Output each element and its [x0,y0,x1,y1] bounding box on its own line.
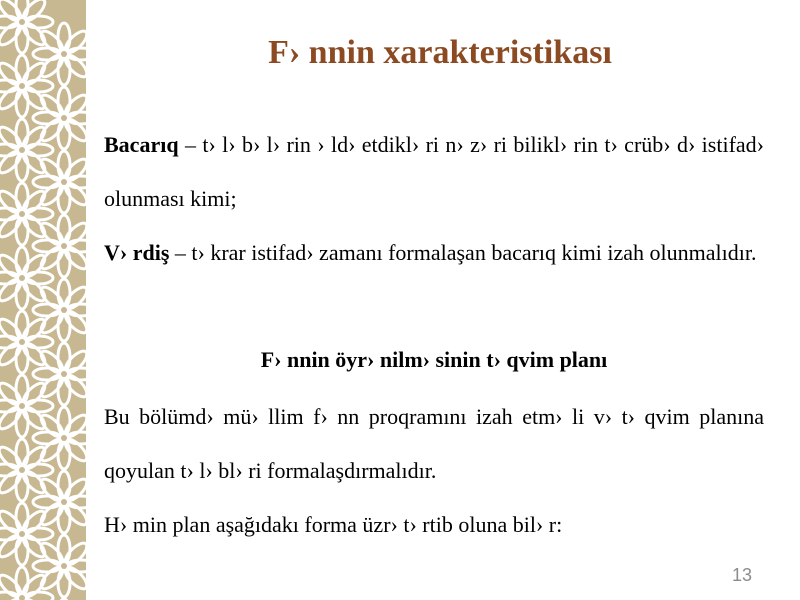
definition-text-bacariq: – t› l› b› l› rin › ld› etdikl› ri n› z› ri bilikl› rin t› crüb› d› istifad› olunması kimi; [104,132,764,211]
section-subheading: F› nnin öyr› nilm› sinin t› qvim planı [260,347,608,372]
definition-text-verdis: – t› krar istifad› zamanı formalaşan bacarıq kimi izah olunmalıdır. [169,240,757,265]
body-paragraph: Bu bölümd› mü› llim f› nn proqramını izah etm› li v› t› qvim planına qoyulan t› l› bl› ri formalaşdırmalıdır. [104,404,764,483]
page-number: 13 [731,565,752,585]
body-paragraph: H› min plan aşağıdakı forma üzr› t› rtib oluna bil› r: [104,512,563,537]
ornament-pattern [0,0,86,600]
term-bacariq: Bacarıq [104,132,179,157]
ornamental-side-strip [0,0,86,600]
definition-bacariq [104,118,764,226]
definition-verdis [104,226,764,280]
term-verdis: V› rdiş [104,240,170,265]
slide-title: F› nnin xarakteristikası [268,34,612,71]
